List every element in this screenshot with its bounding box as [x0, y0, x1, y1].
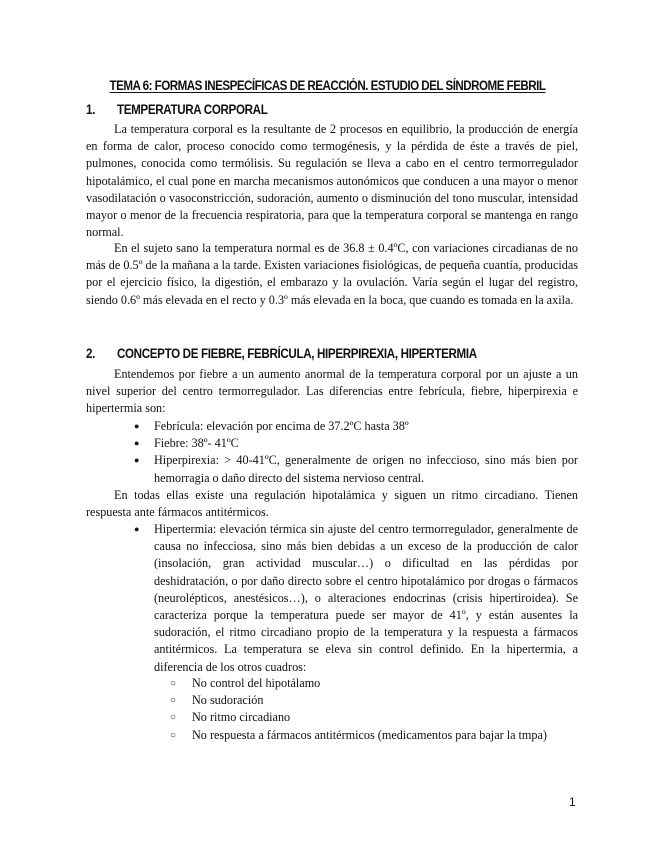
- list-item: ○ No sudoración: [168, 692, 578, 709]
- section-1-paragraph-1: La temperatura corporal es la resultante de 2 procesos en equilibrio, la producción de energía en forma de calor, proceso conocido como termogénesis, y la pérdida de éste a través de piel, pulmones, conocida como termólisis. Su regulación se lleva a cabo en el centro termorregulador hipotalámico, el cual pone en marcha mecanismos autonómicos que conducen a una mayor o menor vasodilatación o vasoconstricción, sudoración, aumento o disminución del tono muscular, intensidad mayor o menor de la frecuencia respiratoria, para que la temperatura corporal se mantenga en rango normal.: [86, 122, 578, 240]
- section-1-number: 1.: [86, 102, 96, 117]
- bullet-dot-icon: ●: [134, 438, 140, 449]
- section-2-number: 2.: [86, 346, 96, 361]
- section-1-heading: [86, 102, 267, 117]
- circle-bullet-icon: ○: [170, 712, 177, 724]
- bullet-dot-icon: ●: [134, 524, 140, 534]
- section-2-title: CONCEPTO DE FIEBRE, FEBRÍCULA, HIPERPIREXIA, HIPERTERMIA: [116, 346, 477, 361]
- document-title: TEMA 6: FORMAS INESPECÍFICAS DE REACCIÓN. ESTUDIO DEL SÍNDROME FEBRIL: [109, 78, 546, 93]
- circle-bullet-icon: ○: [170, 695, 177, 707]
- hipertermia-sub-list: [168, 675, 578, 744]
- list-item: ○ No ritmo circadiano: [168, 709, 578, 726]
- list-item: ○ No respuesta a fármacos antitérmicos (medicamentos para bajar la tmpa): [168, 727, 578, 744]
- list-item: ● Fiebre: 38º- 41ºC: [86, 435, 578, 452]
- bullet-dot-icon: ●: [134, 455, 140, 466]
- definition-list: [86, 418, 578, 487]
- circle-bullet-icon: ○: [170, 678, 177, 689]
- list-item: ● Hiperpirexia: > 40-41ºC, generalmente de origen no infeccioso, sino más bien por hemorragia o daño directo del sistema nervioso central.: [134, 453, 578, 485]
- section-2-middle-paragraph: En todas ellas existe una regulación hipotalámica y siguen un ritmo circadiano. Tienen respuesta ante fármacos antitérmicos.: [86, 488, 578, 520]
- list-item: ● Hipertermia: elevación térmica sin ajuste del centro termorregulador, generalmente de causa no infecciosa, sino más bien debidas a un exceso de la producción de calor (insolación, gran actividad muscular…) o dificultad en las pérdidas por deshidratación, o por daño directo sobre el centro hipotalámico por drogas o fármacos (neurolépticos, anestésicos…), o alteraciones endocrinas (crisis hipertiroidea). Se caracteriza porque la temperatura puede ser mayor de 41º, y están ausentes la sudoración, el ritmo circadiano propio de la temperatura y la respuesta a fármacos antitérmicos. La temperatura se eleva sin control definido. En la hipertermia, a diferencia de los otros cuadros:: [134, 522, 578, 674]
- page-number: 1: [569, 795, 576, 809]
- section-2-heading: [86, 346, 477, 361]
- list-item: ○ No control del hipotálamo: [168, 675, 578, 692]
- list-item: ● Febrícula: elevación por encima de 37.2ºC hasta 38º: [86, 418, 578, 435]
- section-1-paragraph-2: En el sujeto sano la temperatura normal es de 36.8 ± 0.4ºC, con variaciones circadianas de no más de 0.5º de la mañana a la tarde. Existen variaciones fisiológicas, de pequeña cuantía, producidas por el ejercicio físico, la digestión, el embarazo y la ovulación. Varía según el lugar del registro, siendo 0.6º más elevada en el recto y 0.3º más elevada en la boca, que cuando es tomada en la axila.: [86, 241, 578, 307]
- section-1-title: TEMPERATURA CORPORAL: [116, 102, 268, 117]
- section-2-intro: Entendemos por fiebre a un aumento anormal de la temperatura corporal por un ajuste a un nivel superior del centro termorregulador. Las diferencias entre febrícula, fiebre, hiperpirexia e hipertermia son:: [86, 367, 578, 416]
- hipertermia-list: [86, 521, 578, 676]
- bullet-dot-icon: ●: [134, 421, 140, 431]
- circle-bullet-icon: ○: [170, 729, 177, 741]
